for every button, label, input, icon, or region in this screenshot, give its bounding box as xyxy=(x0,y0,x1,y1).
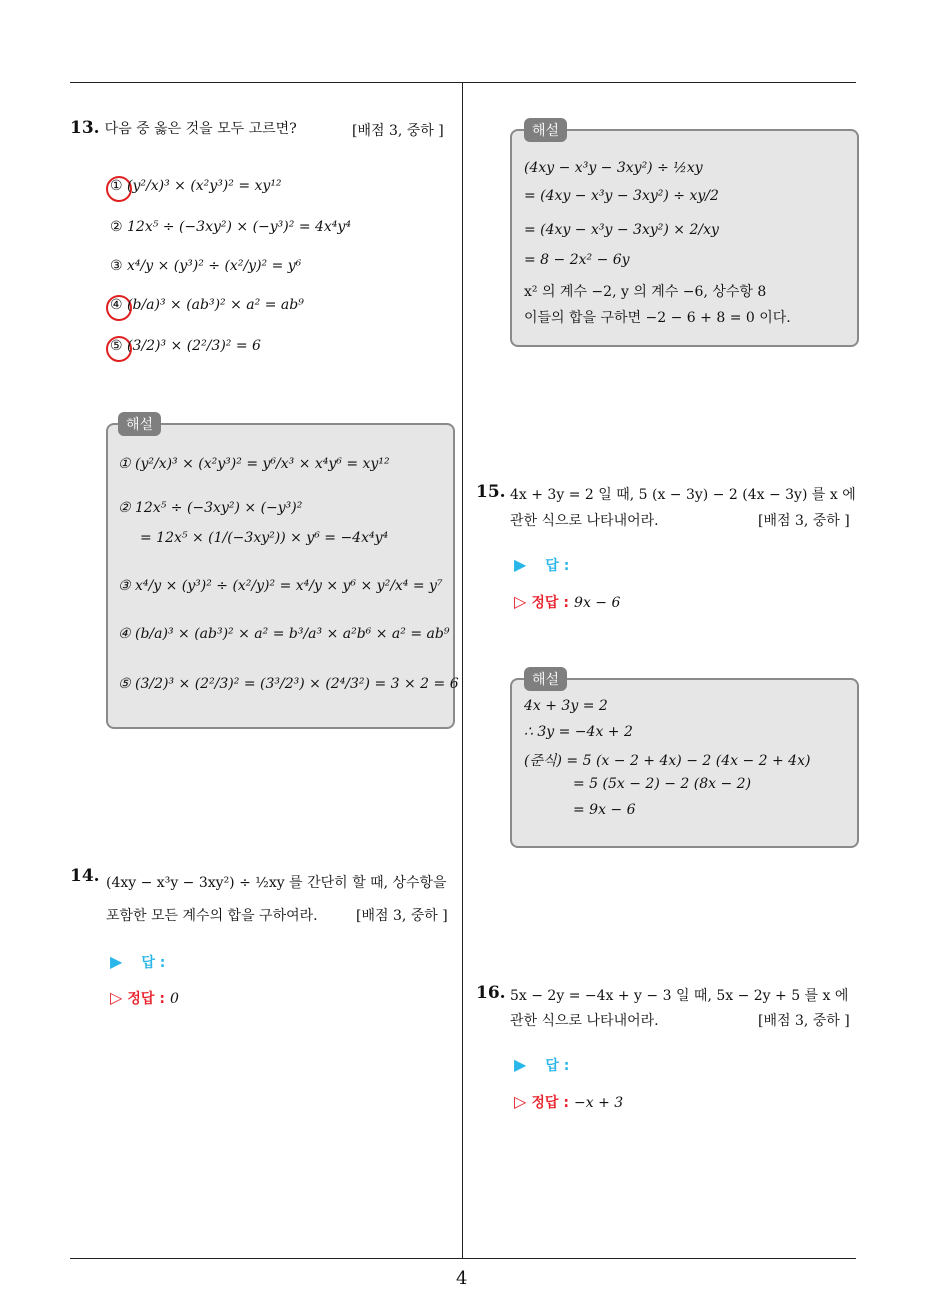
q14-correct-label: 정답 : xyxy=(127,991,165,1007)
q14-text-line-2: 포함한 모든 계수의 합을 구하여라. xyxy=(106,908,318,924)
q14-solution-line-2: = (4xy − x³y − 3xy²) ÷ xy/2 xyxy=(524,188,719,204)
option-mark: ④ xyxy=(110,297,123,313)
q16-answer-label: 답 : xyxy=(545,1058,570,1074)
q15-correct-label: 정답 : xyxy=(531,595,569,611)
page-number: 4 xyxy=(456,1268,468,1289)
q13-solution-line-3: = 12x⁵ × (1/(−3xy²)) × y⁶ = −4x⁴y⁴ xyxy=(140,530,389,546)
play-triangle-icon: ▶ xyxy=(110,952,123,971)
play-triangle-icon: ▶ xyxy=(514,555,527,574)
q13-solution-line-2: ② 12x⁵ ÷ (−3xy²) × (−y³)² xyxy=(118,500,303,516)
column-divider xyxy=(462,82,463,1258)
q15-solution-line-1: 4x + 3y = 2 xyxy=(524,698,608,714)
q15-solution-line-5: = 9x − 6 xyxy=(573,802,636,818)
q16-correct-value: −x + 3 xyxy=(574,1095,624,1111)
play-triangle-icon: ▶ xyxy=(514,1055,527,1074)
outline-triangle-icon: ▷ xyxy=(514,592,527,611)
q14-solution-tag: 해설 xyxy=(524,118,567,142)
q14-solution-line-4: = 8 − 2x² − 6y xyxy=(524,252,630,268)
q16-header xyxy=(476,983,506,1003)
q16-meta: [배점 3, 중하 ] xyxy=(758,1013,850,1029)
q15-text-line-2: 관한 식으로 나타내어라. xyxy=(510,513,659,529)
option-mark: ② xyxy=(110,219,123,235)
option-expr: 12x⁵ ÷ (−3xy²) × (−y³)² = 4x⁴y⁴ xyxy=(127,219,351,235)
q15-solution-tag: 해설 xyxy=(524,667,567,691)
q15-solution-line-4: = 5 (5x − 2) − 2 (8x − 2) xyxy=(573,776,752,792)
q13-option-3[interactable] xyxy=(110,258,301,274)
option-mark: ⑤ xyxy=(110,338,123,354)
q15-meta: [배점 3, 중하 ] xyxy=(758,513,850,529)
q13-solution-tag: 해설 xyxy=(118,412,161,436)
q15-text-line-1: 4x + 3y = 2 일 때, 5 (x − 3y) − 2 (4x − 3y) 를 x 에 xyxy=(510,487,856,503)
q16-answer-row xyxy=(514,1055,569,1075)
q13-solution-line-6: ⑤ (3/2)³ × (2²/3)² = (3³/2³) × (2⁴/3²) = 3 × 2 = 6 xyxy=(118,676,459,692)
q14-answer-row xyxy=(110,952,165,972)
q13-header xyxy=(70,118,297,138)
q15-correct-value: 9x − 6 xyxy=(574,595,621,611)
top-rule xyxy=(70,82,856,83)
outline-triangle-icon: ▷ xyxy=(110,988,123,1007)
q13-solution-line-1: ① (y²/x)³ × (x²y³)² = y⁶/x³ × x⁴y⁶ = xy¹² xyxy=(118,456,390,472)
q16-number: 16. xyxy=(476,983,506,1003)
q13-option-4[interactable] xyxy=(110,297,304,313)
q13-solution-line-5: ④ (b/a)³ × (ab³)² × a² = b³/a³ × a²b⁶ × a² = ab⁹ xyxy=(118,626,450,642)
q15-correct-row xyxy=(514,592,620,612)
q14-meta: [배점 3, 중하 ] xyxy=(356,908,448,924)
bottom-rule xyxy=(70,1258,856,1259)
option-expr: (3/2)³ × (2²/3)² = 6 xyxy=(127,338,261,354)
q15-answer-label: 답 : xyxy=(545,558,570,574)
q14-correct-row xyxy=(110,988,179,1008)
q13-meta: [배점 3, 중하 ] xyxy=(352,123,444,139)
q14-text-line-1: (4xy − x³y − 3xy²) ÷ ½xy 를 간단히 할 때, 상수항을 xyxy=(106,875,447,891)
q13-option-2[interactable] xyxy=(110,219,351,235)
q13-option-5[interactable] xyxy=(110,338,261,354)
q13-text: 다음 중 옳은 것을 모두 고르면? xyxy=(104,121,297,137)
q14-solution-line-1: (4xy − x³y − 3xy²) ÷ ½xy xyxy=(524,160,703,176)
q16-correct-label: 정답 : xyxy=(531,1095,569,1111)
q13-solution-line-4: ③ x⁴/y × (y³)² ÷ (x²/y)² = x⁴/y × y⁶ × y²/x⁴ = y⁷ xyxy=(118,578,443,594)
q15-header xyxy=(476,482,506,502)
option-expr: (b/a)³ × (ab³)² × a² = ab⁹ xyxy=(127,297,304,313)
q14-header xyxy=(70,866,100,886)
q15-answer-row xyxy=(514,555,569,575)
q14-solution-line-5: x² 의 계수 −2, y 의 계수 −6, 상수항 8 xyxy=(524,284,767,300)
q15-solution-line-2: ∴ 3y = −4x + 2 xyxy=(524,724,633,740)
q16-text-line-2: 관한 식으로 나타내어라. xyxy=(510,1013,659,1029)
q14-number: 14. xyxy=(70,866,100,886)
q15-solution-line-3: (준식) = 5 (x − 2 + 4x) − 2 (4x − 2 + 4x) xyxy=(524,753,811,769)
q14-solution-line-3: = (4xy − x³y − 3xy²) × 2/xy xyxy=(524,222,719,238)
q13-number: 13. xyxy=(70,118,100,138)
outline-triangle-icon: ▷ xyxy=(514,1092,527,1111)
option-expr: x⁴/y × (y³)² ÷ (x²/y)² = y⁶ xyxy=(127,258,302,274)
q14-answer-label: 답 : xyxy=(141,955,166,971)
option-expr: (y²/x)³ × (x²y³)² = xy¹² xyxy=(127,178,282,194)
q14-solution-line-6: 이들의 합을 구하면 −2 − 6 + 8 = 0 이다. xyxy=(524,310,791,326)
q16-text-line-1: 5x − 2y = −4x + y − 3 일 때, 5x − 2y + 5 를 x 에 xyxy=(510,988,849,1004)
option-mark: ③ xyxy=(110,258,123,274)
q14-correct-value: 0 xyxy=(170,991,179,1007)
option-mark: ① xyxy=(110,178,123,194)
q13-option-1[interactable] xyxy=(110,178,282,194)
q15-number: 15. xyxy=(476,482,506,502)
q16-correct-row xyxy=(514,1092,623,1112)
